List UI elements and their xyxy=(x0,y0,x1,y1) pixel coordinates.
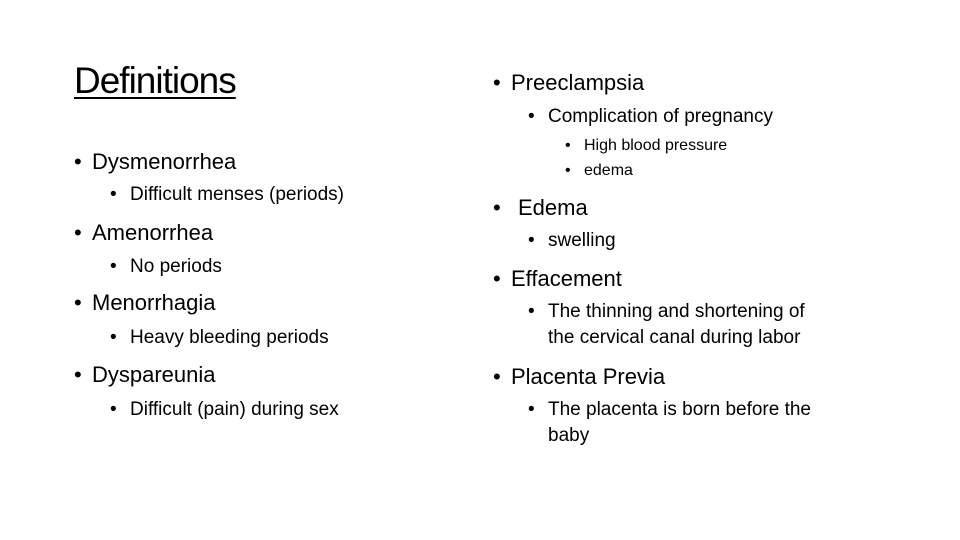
definition-dyspareunia xyxy=(110,397,339,422)
bullet: • xyxy=(493,70,501,95)
term-dyspareunia xyxy=(74,361,216,389)
term-label: Dyspareunia xyxy=(92,362,216,387)
bullet: • xyxy=(493,195,501,220)
definition-preeclampsia xyxy=(528,104,773,129)
term-label: Effacement xyxy=(511,266,622,291)
bullet: • xyxy=(110,184,117,205)
term-menorrhagia xyxy=(74,289,216,317)
definition-label: No periods xyxy=(130,256,222,277)
detail-label: High blood pressure xyxy=(584,137,728,154)
term-placenta-previa xyxy=(493,363,665,391)
detail-edema xyxy=(565,160,633,182)
bullet: • xyxy=(74,149,82,174)
definition-edema xyxy=(528,228,616,253)
bullet: • xyxy=(565,137,571,154)
bullet: • xyxy=(528,399,535,420)
definition-line-1: The thinning and shortening of xyxy=(548,301,805,322)
definition-menorrhagia xyxy=(110,325,329,350)
term-label: Amenorrhea xyxy=(92,220,214,245)
definition-label: Complication of pregnancy xyxy=(548,106,773,127)
definition-label: Difficult menses (periods) xyxy=(130,184,345,205)
slide-title: Definitions xyxy=(74,60,236,101)
definition-label: swelling xyxy=(548,230,616,251)
definition-line-1: The placenta is born before the xyxy=(548,399,812,420)
term-edema xyxy=(493,194,588,222)
bullet: • xyxy=(493,266,501,291)
term-label: Menorrhagia xyxy=(92,290,216,315)
bullet: • xyxy=(528,301,535,322)
definition-effacement xyxy=(528,299,805,324)
definition-label: Difficult (pain) during sex xyxy=(130,399,339,420)
bullet: • xyxy=(110,399,117,420)
bullet: • xyxy=(74,220,82,245)
definition-label: Heavy bleeding periods xyxy=(130,327,329,348)
bullet: • xyxy=(565,162,571,179)
term-preeclampsia xyxy=(493,69,644,97)
bullet: • xyxy=(74,362,82,387)
definition-dysmenorrhea xyxy=(110,182,344,207)
definition-placenta-previa xyxy=(528,397,811,422)
term-label: Placenta Previa xyxy=(511,364,666,389)
bullet: • xyxy=(493,364,501,389)
bullet: • xyxy=(528,106,535,127)
bullet: • xyxy=(528,230,535,251)
term-amenorrhea xyxy=(74,219,213,247)
bullet: • xyxy=(74,290,82,315)
definition-placenta-previa-cont xyxy=(548,423,589,448)
term-label: Dysmenorrhea xyxy=(92,149,237,174)
detail-high-blood-pressure xyxy=(565,135,727,157)
definition-amenorrhea xyxy=(110,254,222,279)
term-effacement xyxy=(493,265,622,293)
bullet: • xyxy=(110,327,117,348)
term-dysmenorrhea xyxy=(74,148,236,176)
term-label: Edema xyxy=(518,195,588,220)
definition-line-2: the cervical canal during labor xyxy=(548,327,801,348)
detail-label: edema xyxy=(584,162,633,179)
term-label: Preeclampsia xyxy=(511,70,645,95)
definition-effacement-cont xyxy=(548,325,800,350)
definition-line-2: baby xyxy=(548,425,590,446)
bullet: • xyxy=(110,256,117,277)
